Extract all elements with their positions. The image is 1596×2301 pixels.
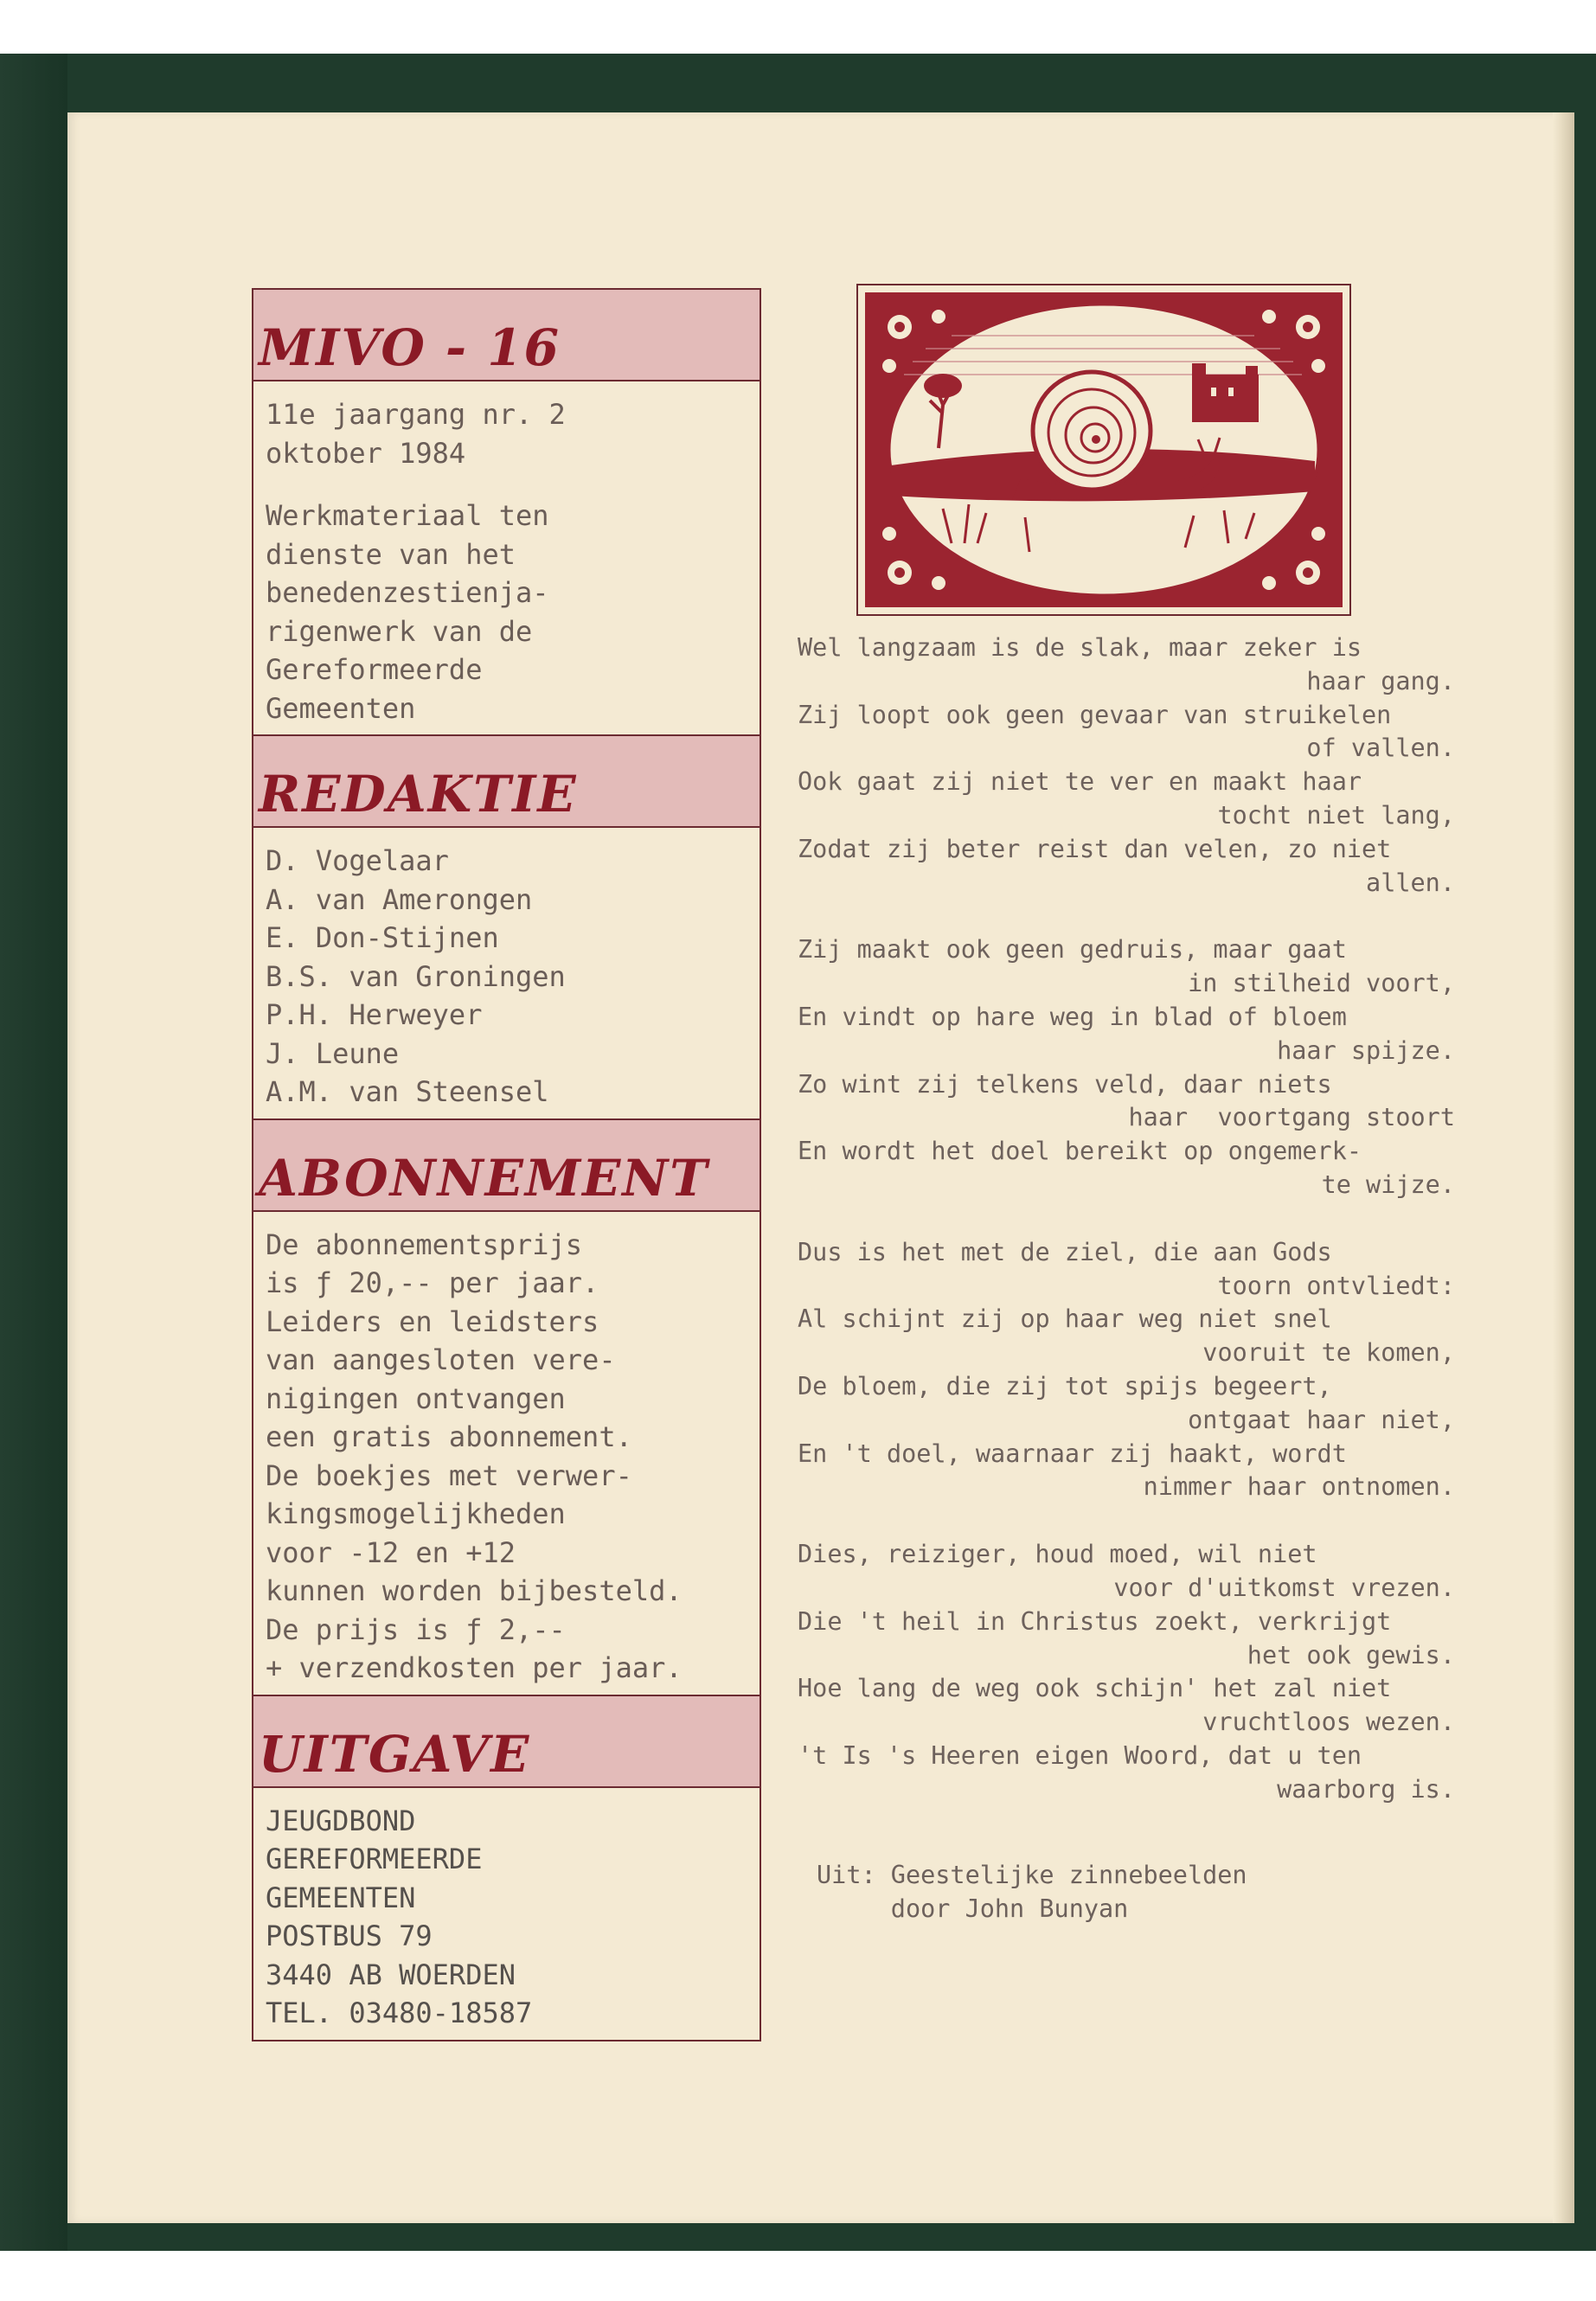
issue-line: 11e jaargang nr. 2 — [266, 398, 566, 431]
poem-line-continuation: het ook gewis. — [1247, 1640, 1455, 1670]
editor-name: P.H. Herweyer — [266, 998, 483, 1031]
abonnement-heading: ABONNEMENT — [259, 1148, 709, 1208]
publisher-line: GEMEENTEN — [266, 1881, 416, 1914]
description-line: Gereformeerde — [266, 653, 483, 686]
poem-line: Zodat zij beter reist dan velen, zo niet — [798, 834, 1392, 863]
uitgave-body — [253, 1788, 760, 2040]
source-line: door John Bunyan — [817, 1894, 1129, 1923]
poem-line-continuation: in stilheid voort, — [1188, 969, 1455, 998]
poem-line: Wel langzaam is de slak, maar zeker is — [798, 633, 1362, 662]
subscription-line: kunnen worden bijbesteld. — [266, 1574, 683, 1607]
poem-line-continuation: vooruit te komen, — [1202, 1338, 1455, 1368]
poem-line-continuation: te wijze. — [1321, 1170, 1455, 1199]
subscription-line: is ƒ 20,-- per jaar. — [266, 1266, 599, 1299]
abonnement-body — [253, 1212, 760, 1695]
uitgave-heading: UITGAVE — [259, 1724, 531, 1784]
poem-line: Zij loopt ook geen gevaar van struikelen — [798, 700, 1392, 729]
poem-line: En vindt op hare weg in blad of bloem — [798, 1002, 1347, 1031]
poem-line-continuation: allen. — [1366, 868, 1455, 897]
masthead-body — [253, 381, 760, 734]
redaktie-header — [253, 734, 760, 828]
binder-spine — [0, 54, 67, 2251]
description-line: Werkmateriaal ten — [266, 499, 549, 532]
subscription-line: voor -12 en +12 — [266, 1535, 516, 1569]
description-line: benedenzestienja- — [266, 576, 549, 609]
redaktie-heading: REDAKTIE — [259, 765, 578, 824]
editor-name: J. Leune — [266, 1036, 400, 1070]
editor-name: B.S. van Groningen — [266, 959, 566, 993]
poem-line: En wordt het doel bereikt op ongemerk- — [798, 1137, 1362, 1166]
poem-stanza — [798, 631, 1507, 900]
publisher-line: TEL. 03480-18587 — [266, 1997, 533, 2029]
poem-line: En 't doel, waarnaar zij haakt, wordt — [798, 1439, 1347, 1468]
poem-line-continuation: toorn ontvliedt: — [1217, 1271, 1455, 1300]
subscription-line: + verzendkosten per jaar. — [266, 1651, 683, 1684]
publisher-line: GEREFORMEERDE — [266, 1843, 483, 1875]
publisher-line: 3440 AB WOERDEN — [266, 1958, 516, 1991]
poem-line: 't Is 's Heeren eigen Woord, dat u ten — [798, 1740, 1362, 1770]
editor-name: A.M. van Steensel — [266, 1075, 549, 1108]
poem-line-continuation: tocht niet lang, — [1217, 800, 1455, 830]
editor-name: E. Don-Stijnen — [266, 921, 499, 954]
poem-line: Zo wint zij telkens veld, daar niets — [798, 1069, 1332, 1099]
poem-stanza — [798, 1538, 1507, 1806]
poem-line: Die 't heil in Christus zoekt, verkrijgt — [798, 1606, 1392, 1636]
poem-source — [817, 1858, 1247, 1926]
poem-stanza — [798, 1236, 1507, 1504]
subscription-line: nigingen ontvangen — [266, 1381, 566, 1415]
masthead-title: MIVO - 16 — [259, 318, 561, 377]
issue-line: oktober 1984 — [266, 436, 466, 470]
poem-line: Zij maakt ook geen gedruis, maar gaat — [798, 935, 1347, 965]
description-line: rigenwerk van de — [266, 614, 533, 648]
page-edge — [1553, 112, 1574, 2223]
subscription-line: kingsmogelijkheden — [266, 1497, 566, 1530]
subscription-line: Leiders en leidsters — [266, 1304, 599, 1338]
description-line: Gemeenten — [266, 691, 416, 725]
source-line: Uit: Geestelijke zinnebeelden — [817, 1861, 1247, 1889]
publisher-line: POSTBUS 79 — [266, 1920, 433, 1952]
description-line: dienste van het — [266, 537, 516, 571]
poem-line-continuation: haar spijze. — [1277, 1035, 1455, 1065]
editor-name: A. van Amerongen — [266, 882, 533, 916]
poem-line-continuation: nimmer haar ontnomen. — [1143, 1472, 1455, 1502]
abonnement-header — [253, 1118, 760, 1212]
subscription-line: De abonnementsprijs — [266, 1227, 583, 1261]
poem-stanza — [798, 933, 1507, 1202]
poem-line: Dies, reiziger, houd moed, wil niet — [798, 1540, 1317, 1569]
poem-line-continuation: haar gang. — [1306, 666, 1455, 695]
redaktie-body — [253, 828, 760, 1118]
colophon-box — [252, 288, 761, 2041]
poem-line: Dus is het met de ziel, die aan Gods — [798, 1237, 1332, 1266]
subscription-line: van aangesloten vere- — [266, 1343, 616, 1376]
uitgave-header — [253, 1695, 760, 1788]
poem-line: Ook gaat zij niet te ver en maakt haar — [798, 767, 1362, 797]
poem-line-continuation: haar voortgang stoort — [1128, 1103, 1455, 1132]
subscription-line: De prijs is ƒ 2,-- — [266, 1612, 566, 1646]
masthead-header — [253, 290, 760, 381]
poem-line-continuation: voor d'uitkomst vrezen. — [1113, 1573, 1455, 1602]
subscription-line: De boekjes met verwer- — [266, 1458, 632, 1492]
poem-line: Hoe lang de weg ook schijn' het zal niet — [798, 1674, 1392, 1703]
editor-name: D. Vogelaar — [266, 844, 449, 877]
publisher-line: JEUGDBOND — [266, 1804, 416, 1837]
poem — [798, 631, 1507, 1841]
poem-line-continuation: vruchtloos wezen. — [1202, 1708, 1455, 1737]
snail-illustration — [856, 284, 1351, 616]
poem-line-continuation: waarborg is. — [1277, 1774, 1455, 1804]
poem-line-continuation: of vallen. — [1306, 734, 1455, 763]
poem-line-continuation: ontgaat haar niet, — [1188, 1405, 1455, 1434]
poem-line: De bloem, die zij tot spijs begeert, — [798, 1371, 1332, 1400]
poem-line: Al schijnt zij op haar weg niet snel — [798, 1304, 1332, 1334]
subscription-line: een gratis abonnement. — [266, 1420, 632, 1453]
